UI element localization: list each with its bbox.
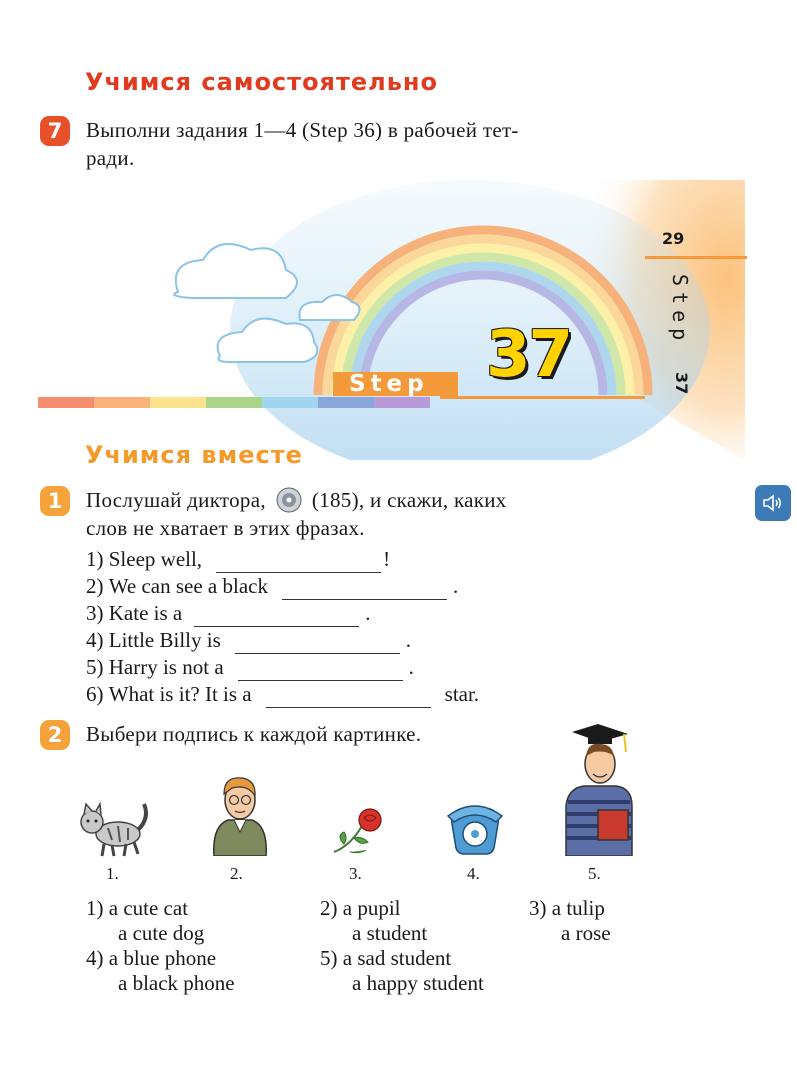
- banner-line: [440, 396, 645, 399]
- item-text: Sleep well,: [108, 547, 203, 571]
- task-7-line-1: Выполни задания 1—4 (Step 36) в рабочей тет-: [86, 118, 519, 142]
- answer-blank[interactable]: [216, 554, 381, 573]
- fill-in-item-6: [86, 681, 479, 708]
- picture-label-4: 4.: [467, 864, 480, 883]
- fill-in-item-4: [86, 627, 479, 654]
- answer-blank[interactable]: [238, 662, 403, 681]
- task-number-badge-7: 7: [40, 116, 70, 146]
- step-number: 37: [486, 318, 572, 392]
- task-number-badge-1: 1: [40, 486, 70, 516]
- page-number: 29: [662, 229, 685, 248]
- section-title-self-study: Учимся самостоятельно: [85, 68, 438, 96]
- task-7-text: [86, 116, 646, 172]
- task-1-text: [86, 486, 646, 542]
- item-number: 4): [86, 628, 104, 652]
- item-number: 2): [86, 574, 104, 598]
- phone-picture: [444, 800, 506, 856]
- answer-blank[interactable]: [235, 635, 400, 654]
- item-ending: .: [405, 628, 412, 652]
- option-group-1: [86, 896, 204, 946]
- item-text: Harry is not a: [108, 655, 224, 679]
- task-1-line-1a: Послушай диктора,: [86, 488, 266, 512]
- item-ending: .: [365, 601, 371, 625]
- item-number: 3): [86, 601, 104, 625]
- option-group-4: [86, 946, 235, 996]
- fill-in-item-1: [86, 546, 479, 573]
- item-text: Kate is a: [108, 601, 183, 625]
- option-number: 4): [86, 946, 104, 970]
- item-ending: .: [408, 655, 414, 679]
- audio-disc-icon[interactable]: [274, 487, 304, 513]
- item-ending: .: [452, 574, 459, 598]
- option-choice[interactable]: a cute cat: [108, 896, 189, 920]
- task-number-badge-2: 2: [40, 720, 70, 750]
- option-choice[interactable]: a happy student: [352, 971, 484, 995]
- step-label: Step: [349, 371, 429, 397]
- item-number: 1): [86, 547, 104, 571]
- option-choice[interactable]: a sad student: [342, 946, 452, 970]
- item-number: 6): [86, 682, 104, 706]
- answer-blank[interactable]: [282, 581, 447, 600]
- picture-label-3: 3.: [349, 864, 362, 883]
- page-bar: [645, 256, 747, 259]
- task-7-line-2: ради.: [86, 146, 135, 170]
- task-1-line-1b: (185), и скажи, каких: [311, 488, 507, 512]
- picture-label-2: 2.: [230, 864, 243, 883]
- answer-blank[interactable]: [266, 689, 431, 708]
- option-number: 2): [320, 896, 338, 920]
- item-ending: !: [383, 547, 391, 571]
- option-group-2: [320, 896, 427, 946]
- cat-picture: [78, 798, 154, 860]
- option-choice[interactable]: a tulip: [551, 896, 605, 920]
- sound-button[interactable]: [755, 485, 791, 521]
- item-text: What is it? It is a: [108, 682, 252, 706]
- item-ending: star.: [444, 682, 480, 706]
- picture-label-5: 5.: [588, 864, 601, 883]
- item-text: Little Billy is: [108, 628, 221, 652]
- pupil-picture: [208, 770, 272, 856]
- task-1-line-2: слов не хватает в этих фразах.: [86, 516, 365, 540]
- student-picture: [558, 722, 638, 856]
- option-choice[interactable]: a rose: [561, 921, 611, 945]
- option-choice[interactable]: a blue phone: [108, 946, 217, 970]
- option-choice[interactable]: a black phone: [118, 971, 235, 995]
- color-stripe: [38, 397, 430, 408]
- option-group-3: [529, 896, 611, 946]
- option-number: 5): [320, 946, 338, 970]
- side-step-label: Step: [668, 274, 692, 347]
- option-group-5: [320, 946, 484, 996]
- option-number: 1): [86, 896, 104, 920]
- fill-in-item-5: [86, 654, 479, 681]
- rose-picture: [330, 806, 390, 856]
- speaker-icon: [762, 493, 784, 513]
- task-2-text: Выбери подпись к каждой картинке.: [86, 722, 422, 746]
- option-number: 3): [529, 896, 547, 920]
- section-title-learn-together: Учимся вместе: [85, 441, 303, 469]
- item-text: We can see a black: [108, 574, 268, 598]
- answer-blank[interactable]: [194, 608, 359, 627]
- fill-in-item-2: [86, 573, 479, 600]
- side-step-number: 37: [672, 372, 691, 395]
- fill-in-list: [86, 546, 479, 708]
- item-number: 5): [86, 655, 104, 679]
- option-choice[interactable]: a student: [352, 921, 428, 945]
- option-choice[interactable]: a cute dog: [118, 921, 205, 945]
- fill-in-item-3: [86, 600, 479, 627]
- option-choice[interactable]: a pupil: [342, 896, 401, 920]
- picture-label-1: 1.: [106, 864, 119, 883]
